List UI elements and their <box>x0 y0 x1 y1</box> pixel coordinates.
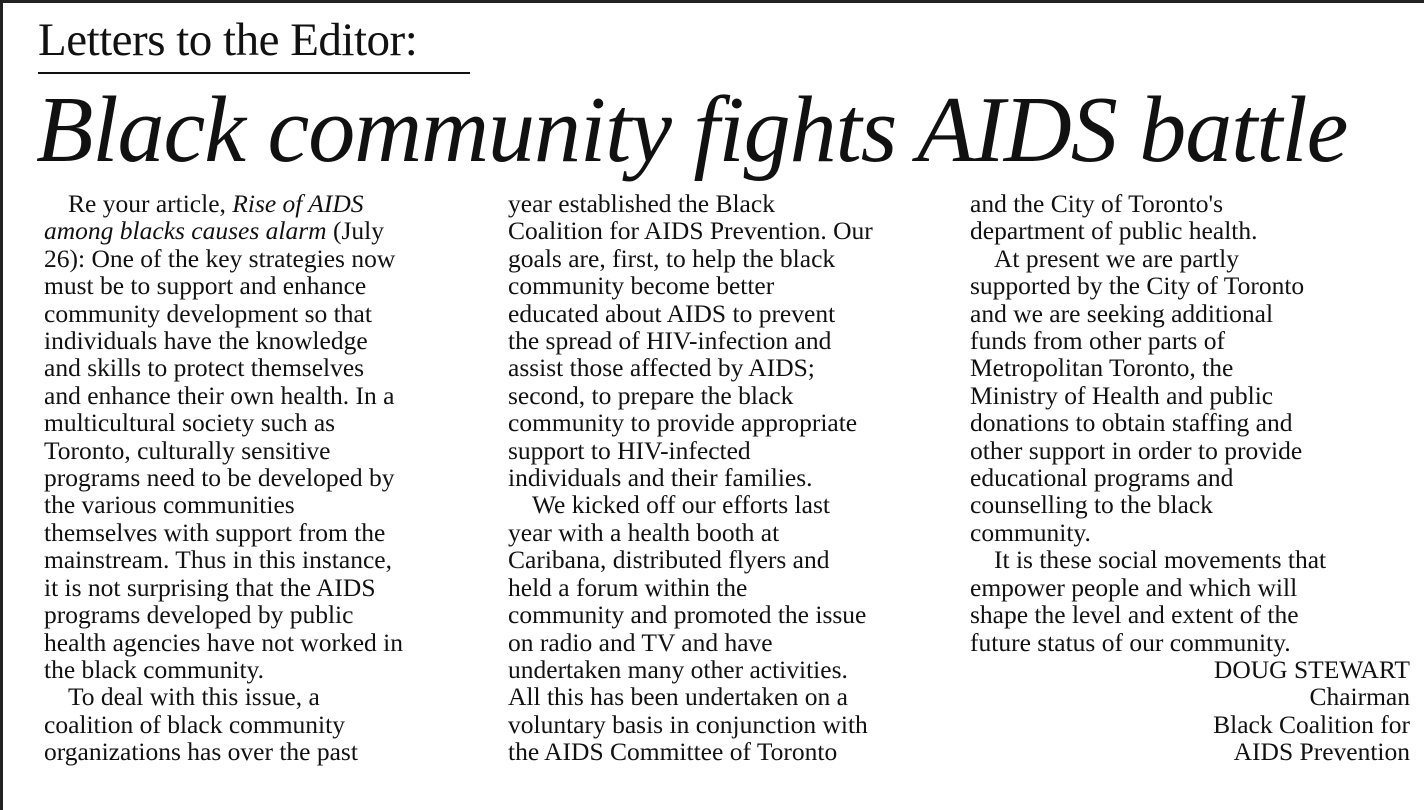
text-fragment: Re your article, <box>68 189 233 218</box>
text-line: community and promoted the issue <box>508 600 867 630</box>
text-line: supported by the City of Toronto <box>970 271 1305 301</box>
article-title-ref: among blacks causes alarm <box>44 216 327 246</box>
text-line: It is these social movements that <box>994 545 1327 575</box>
text-line: department of public health. <box>970 216 1258 246</box>
text-line: held a forum within the <box>508 572 748 602</box>
article-column-3 <box>970 190 1410 766</box>
text-line: on radio and TV and have <box>508 627 773 657</box>
text-line: individuals and their families. <box>508 463 813 493</box>
signature-name: DOUG STEWART <box>1213 654 1410 684</box>
text-line: it is not surprising that the AIDS <box>44 572 376 602</box>
text-line: Ministry of Health and public <box>970 380 1274 410</box>
text-line: community. <box>970 517 1091 547</box>
text-line: the various communities <box>44 490 295 520</box>
text-line: and enhance their own health. In a <box>44 380 395 410</box>
text-line: support to HIV-infected <box>508 435 751 465</box>
text-line: community become better <box>508 271 775 301</box>
signature-title: Chairman <box>1309 682 1410 712</box>
text-line: shape the level and extent of the <box>970 600 1299 630</box>
text-line: empower people and which will <box>970 572 1298 602</box>
text-line: programs need to be developed by <box>44 463 395 493</box>
text-line: the AIDS Committee of Toronto <box>508 737 838 767</box>
text-line: mainstream. Thus in this instance, <box>44 545 392 575</box>
text-line: We kicked off our efforts last <box>532 490 830 520</box>
text-line: themselves with support from the <box>44 517 386 547</box>
text-line: individuals have the knowledge <box>44 326 368 356</box>
text-line: year with a health booth at <box>508 517 780 547</box>
text-line: goals are, first, to help the black <box>508 243 836 273</box>
signature-org: AIDS Prevention <box>1233 737 1410 767</box>
text-line: Coalition for AIDS Prevention. Our <box>508 216 873 246</box>
kicker-underline <box>38 72 470 74</box>
text-line: multicultural society such as <box>44 408 336 438</box>
text-line: coalition of black community <box>44 709 345 739</box>
section-kicker: Letters to the Editor: <box>38 14 418 66</box>
text-line: assist those affected by AIDS; <box>508 353 815 383</box>
text-line: Caribana, distributed flyers and <box>508 545 830 575</box>
text-line: At present we are partly <box>994 243 1239 273</box>
text-line: second, to prepare the black <box>508 380 794 410</box>
text-line: All this has been undertaken on a <box>508 682 848 712</box>
text-line: undertaken many other activities. <box>508 654 848 684</box>
text-line: future status of our community. <box>970 627 1291 657</box>
text-line: health agencies have not worked in <box>44 627 403 657</box>
text-line: the spread of HIV-infection and <box>508 326 832 356</box>
text-line: year established the Black <box>508 189 775 218</box>
text-line: donations to obtain staffing and <box>970 408 1293 438</box>
text-line: 26): One of the key strategies now <box>44 243 396 273</box>
text-line: voluntary basis in conjunction with <box>508 709 868 739</box>
text-line: Metropolitan Toronto, the <box>970 353 1234 383</box>
article-title-ref: Rise of AIDS <box>232 189 364 218</box>
text-line: counselling to the black <box>970 490 1213 520</box>
text-line: other support in order to provide <box>970 435 1303 465</box>
text-line: To deal with this issue, a <box>68 682 320 712</box>
text-line: programs developed by public <box>44 600 354 630</box>
text-line: educated about AIDS to prevent <box>508 298 836 328</box>
text-line: and skills to protect themselves <box>44 353 365 383</box>
text-line: and the City of Toronto's <box>970 189 1224 218</box>
signature-org: Black Coalition for <box>1213 709 1410 739</box>
text-fragment: (July <box>326 216 384 246</box>
article-column-2 <box>508 190 953 766</box>
text-line: Toronto, culturally sensitive <box>44 435 331 465</box>
text-line: educational programs and <box>970 463 1234 493</box>
text-line: community to provide appropriate <box>508 408 858 438</box>
text-line: the black community. <box>44 654 264 684</box>
text-line: and we are seeking additional <box>970 298 1274 328</box>
text-line: community development so that <box>44 298 372 328</box>
article-column-1 <box>44 190 484 766</box>
text-line: must be to support and enhance <box>44 271 367 301</box>
text-line: organizations has over the past <box>44 737 358 767</box>
text-line <box>44 190 484 217</box>
headline: Black community fights AIDS battle <box>36 78 1348 182</box>
text-line: funds from other parts of <box>970 326 1225 356</box>
text-line <box>44 217 484 244</box>
